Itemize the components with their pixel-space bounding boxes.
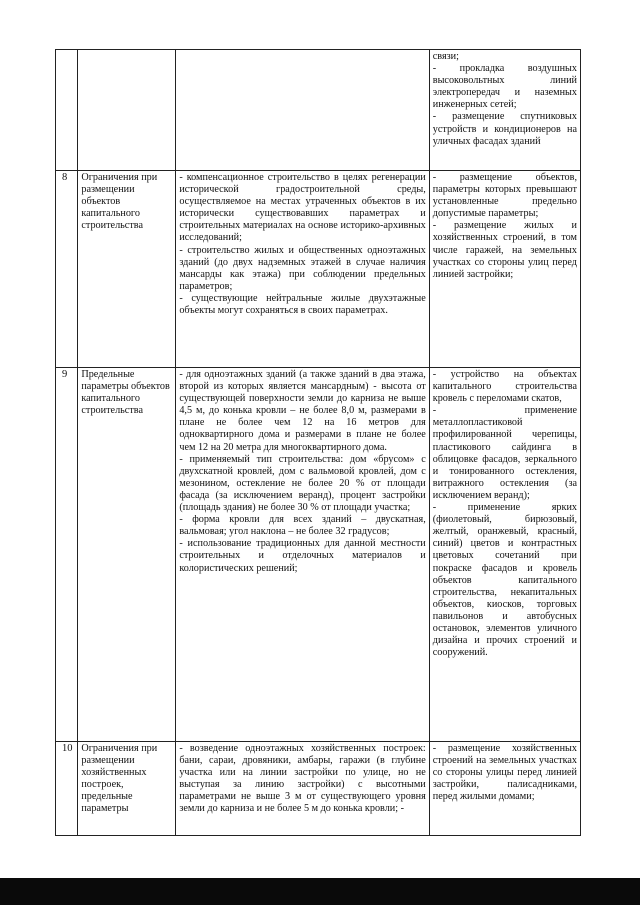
row-number: 9 <box>56 368 78 742</box>
paragraph: - применяемый тип строительства: дом «брусом» с двухскатной кровлей, дом с вальмовой кровлей, дом с мезонином, остекление не более 20 % от площади фасада (за исключением веранд), процент застройки (площадь здания) не более 30 % от площади участка; <box>179 453 426 514</box>
row-title: Ограничения при размещении объектов капитального строительства <box>78 171 176 368</box>
paragraph: - компенсационное строительство в целях регенерации исторической градостроительной среды, осуществляемое на местах утраченных объектов в их исторически существовавших параметрах и строительных материалах на основе историко-архивных исследований; <box>179 172 426 244</box>
permitted-cell <box>176 368 429 742</box>
row-number: 10 <box>56 742 78 836</box>
paragraph: - размещение хозяйственных строений на земельных участках со стороны улицы перед линией застройки, палисадниками, перед жилыми домами; <box>432 743 577 803</box>
paragraph: - размещение объектов, параметры которых превышают установленные предельно допустимые параметры; <box>432 172 577 220</box>
regulations-table <box>55 49 581 836</box>
paragraph: - существующие нейтральные жилые двухэтажные объекты могут сохраняться в своих параметрах. <box>179 292 426 317</box>
paragraph: - применение металлопластиковой профилированной черепицы, пластикового сайдинга в облицовке фасадов, зеркального и тонированного остекления, витражного остекления (за исключением веранд); <box>432 405 577 501</box>
prohibited-cell <box>429 171 580 368</box>
prohibited-cell <box>429 742 580 836</box>
permitted-cell <box>176 171 429 368</box>
row-number-cell <box>56 50 78 171</box>
paragraph: - для одноэтажных зданий (а также зданий в два этажа, второй из которых является мансардным) - высота от существующей поверхности земли до карниза не выше 4,5 м, до конька кровли – не более 8,0 м, размерами в плане не более чем 12 на 16 метров для одноквартирного дома и размерами в плане не более чем 12 на 20 метра для многоквартирного дома. <box>179 369 426 453</box>
paragraph: - прокладка воздушных высоковольтных линий электропередач и наземных инженерных сетей; <box>432 63 577 111</box>
permitted-cell <box>176 50 429 171</box>
table-row <box>56 171 581 368</box>
paragraph: - форма кровли для всех зданий – двускатная, вальмовая; угол наклона – не более 32 градусов; <box>179 514 426 538</box>
row-title-cell <box>78 50 176 171</box>
paragraph: связи; <box>432 51 459 62</box>
prohibited-cell <box>429 50 580 171</box>
row-title: Предельные параметры объектов капитального строительства <box>78 368 176 742</box>
row-title: Ограничения при размещении хозяйственных построек, предельные параметры <box>78 742 176 836</box>
paragraph: - устройство на объектах капитального строительства кровель с переломами скатов, <box>432 369 577 405</box>
scan-bottom-edge <box>0 878 640 905</box>
paragraph: - размещение жилых и хозяйственных строений, в том числе гаражей, на земельных участках со стороны улиц перед линией застройки; <box>432 220 577 280</box>
paragraph: - применение ярких (фиолетовый, бирюзовый, желтый, оранжевый, красный, синий) цветов и контрастных цветовых сочетаний при покраске фасадов и кровель объектов капитального строительства, некапитальных объектов, киосков, торговых павильонов и автобусных остановок, элементов уличного дизайна и прочих строений и сооружений. <box>432 502 577 659</box>
paragraph: - использование традиционных для данной местности строительных и отделочных материалов и колористических решений; <box>179 538 426 574</box>
row-number: 8 <box>56 171 78 368</box>
paragraph: - возведение одноэтажных хозяйственных построек: бани, сараи, дровяники, амбары, гаражи (в глубине участка или на линии застройки по улице, но не выступая за линию застройки) с высотными параметрами не выше 3 м от существующего уровня земли до карниза и не более 5 м до конька кровли; - <box>179 743 426 815</box>
table-row <box>56 368 581 742</box>
table-row <box>56 742 581 836</box>
prohibited-cell <box>429 368 580 742</box>
paragraph: - размещение спутниковых устройств и кондиционеров на уличных фасадах зданий <box>432 111 577 147</box>
permitted-cell <box>176 742 429 836</box>
table-row <box>56 50 581 171</box>
paragraph: - строительство жилых и общественных одноэтажных зданий (до двух надземных этажей в случае наличия мансарды как этажа) при соблюдении предельных параметров; <box>179 244 426 292</box>
